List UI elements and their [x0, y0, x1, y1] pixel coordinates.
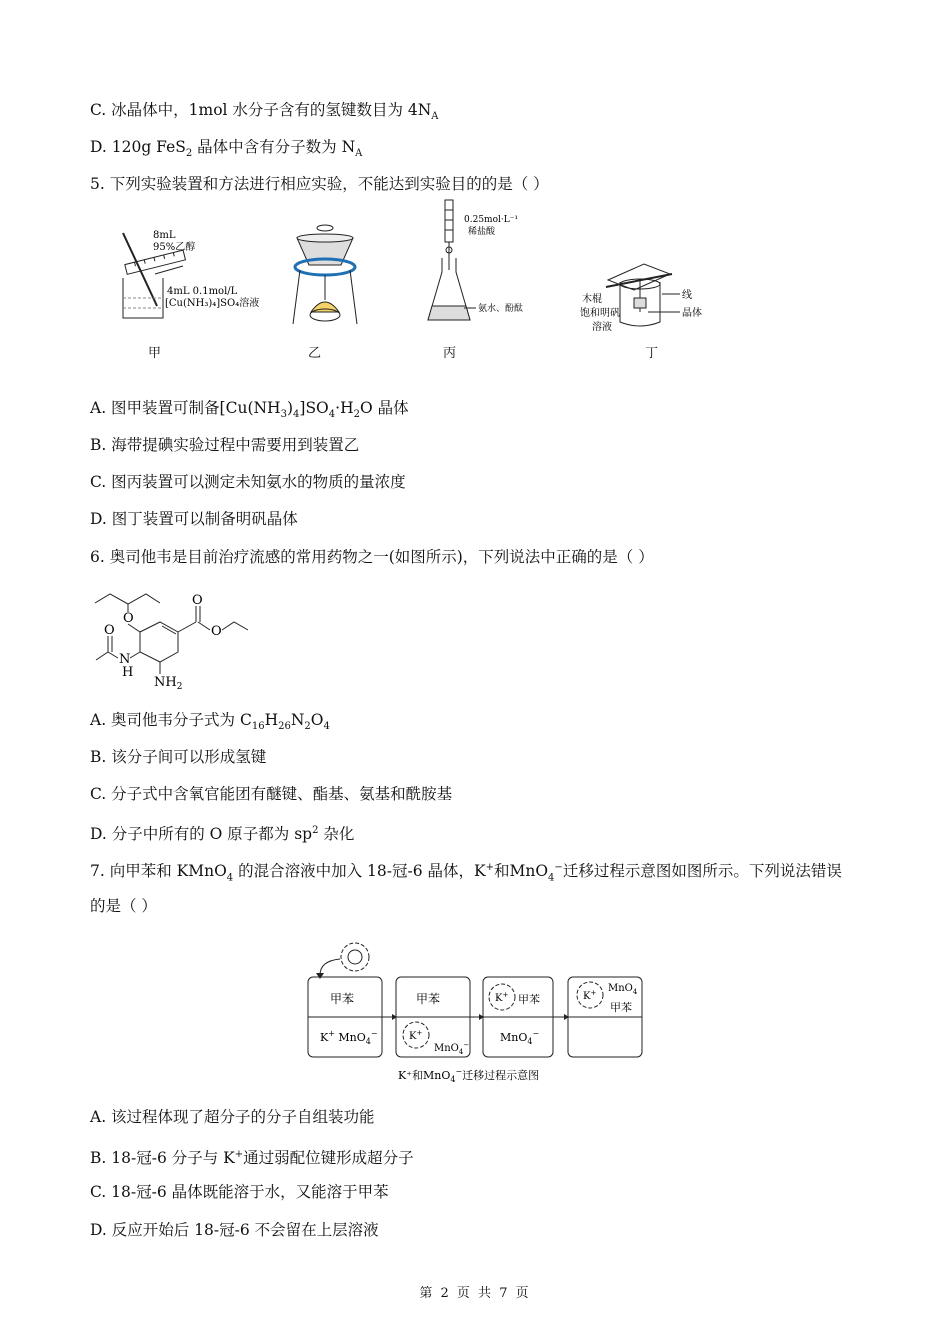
label-yi: 乙	[308, 346, 322, 361]
ding-stick-label: 木棍	[582, 294, 602, 305]
label-jia: 甲	[148, 346, 162, 361]
apparatus-yi-figure	[285, 220, 365, 330]
q6-option-c: C. 分子式中含氧官能团有醚键、酯基、氨基和酰胺基	[90, 785, 453, 803]
q5-option-b: B. 海带提碘实验过程中需要用到装置乙	[90, 436, 360, 454]
q5-option-a: A. 图甲装置可制备$[Cu(NH_3)_4]SO_4\cdot H_2O$ 晶体	[90, 399, 409, 421]
mol-o-ether: O	[123, 611, 134, 626]
q6-option-a: A. 奥司他韦分子式为 $C_{16}H_{26}N_2O_4$	[90, 711, 330, 733]
ding-saturated-label: 饱和明矾	[580, 308, 620, 319]
svg-text:K+: K+	[409, 1029, 423, 1042]
q6-stem: 6. 奥司他韦是目前治疗流感的常用药物之一(如图所示)，下列说法中正确的是（ ）	[90, 548, 654, 566]
mol-o-ester: O	[211, 624, 222, 639]
box3-toluene: 甲苯	[518, 993, 540, 1006]
q5-option-c: C. 图丙装置可以测定未知氨水的物质的量浓度	[90, 473, 406, 491]
mol-nh2: $NH_2$	[154, 675, 183, 692]
q7-stem-line2: 的是（ ）	[90, 897, 157, 915]
mol-o-carbonyl: O	[192, 593, 203, 608]
q7-stem-line1: 7. 向甲苯和 KMnO$_4$ 的混合溶液中加入 18-冠-6 晶体，K+和MnO$_4$−迁移过程示意图如图所示。下列说法错误	[90, 862, 842, 884]
ding-solution-label: 溶液	[592, 322, 612, 333]
migration-diagram	[300, 935, 650, 1085]
q7-option-a: A. 该过程体现了超分子的分子自组装功能	[90, 1108, 375, 1126]
svg-text:MnO4: MnO$_4$	[608, 983, 638, 996]
q4-option-c: C. 冰晶体中，1mol 水分子含有的氢键数目为 $4N_A$	[90, 101, 439, 123]
jia-ethanol-label: 95%乙醇	[153, 242, 196, 253]
ding-crystal-label: 晶体	[682, 308, 702, 319]
q7-option-b: B. 18-冠-6 分子与 K+通过弱配位键形成超分子	[90, 1149, 414, 1168]
q6-option-b: B. 该分子间可以形成氢键	[90, 748, 267, 766]
apparatus-bing-figure	[420, 198, 540, 333]
svg-text:MnO4−: MnO$_4$−	[434, 1041, 470, 1056]
diagram-caption: K⁺和MnO$_4$−迁移过程示意图	[398, 1067, 540, 1084]
box1-toluene: 甲苯	[330, 992, 355, 1006]
jia-solution-label: [Cu(NH₃)₄]SO₄溶液	[165, 298, 260, 309]
q7-option-d: D. 反应开始后 18-冠-6 不会留在上层溶液	[90, 1221, 379, 1239]
svg-text:MnO4−: MnO$_4$−	[500, 1029, 540, 1046]
label-ding: 丁	[645, 346, 659, 361]
jia-4ml-label: 4mL 0.1mol/L	[167, 286, 238, 297]
box4-toluene: 甲苯	[610, 1001, 632, 1014]
apparatus-ding-figure	[578, 262, 718, 337]
mol-h: H	[122, 665, 134, 680]
q4-option-d: D. 120g FeS$_2$ 晶体中含有分子数为 $N_A$	[90, 138, 363, 160]
mol-n-amide: N	[119, 652, 131, 667]
svg-text:K+: K+	[583, 989, 597, 1002]
page-footer: 第 2 页 共 7 页	[419, 1286, 531, 1301]
q7-option-c: C. 18-冠-6 晶体既能溶于水，又能溶于甲苯	[90, 1183, 389, 1201]
label-bing: 丙	[443, 346, 457, 361]
box2-toluene: 甲苯	[416, 992, 441, 1006]
q5-option-d: D. 图丁装置可以制备明矾晶体	[90, 510, 298, 528]
svg-text:K+: K+	[495, 991, 509, 1004]
q5-stem: 5. 下列实验装置和方法进行相应实验，不能达到实验目的的是（ ）	[90, 175, 549, 193]
bing-flask-label: 氨水、酚酞	[478, 304, 524, 314]
bing-conc-label: 0.25mol·L⁻¹	[464, 215, 519, 225]
oseltamivir-structure	[90, 578, 260, 693]
q6-option-d: D. 分子中所有的 O 原子都为 $sp^2$ 杂化	[90, 825, 355, 844]
apparatus-jia-figure	[115, 218, 275, 333]
jia-8ml-label: 8mL	[153, 230, 176, 241]
ding-thread-label: 线	[682, 290, 692, 301]
svg-text:K+ MnO4−: K+ MnO$_4$−	[320, 1029, 378, 1046]
mol-o-amide: O	[104, 623, 115, 638]
crown-ether-icon	[341, 943, 369, 971]
bing-hcl-label: 稀盐酸	[468, 227, 496, 237]
